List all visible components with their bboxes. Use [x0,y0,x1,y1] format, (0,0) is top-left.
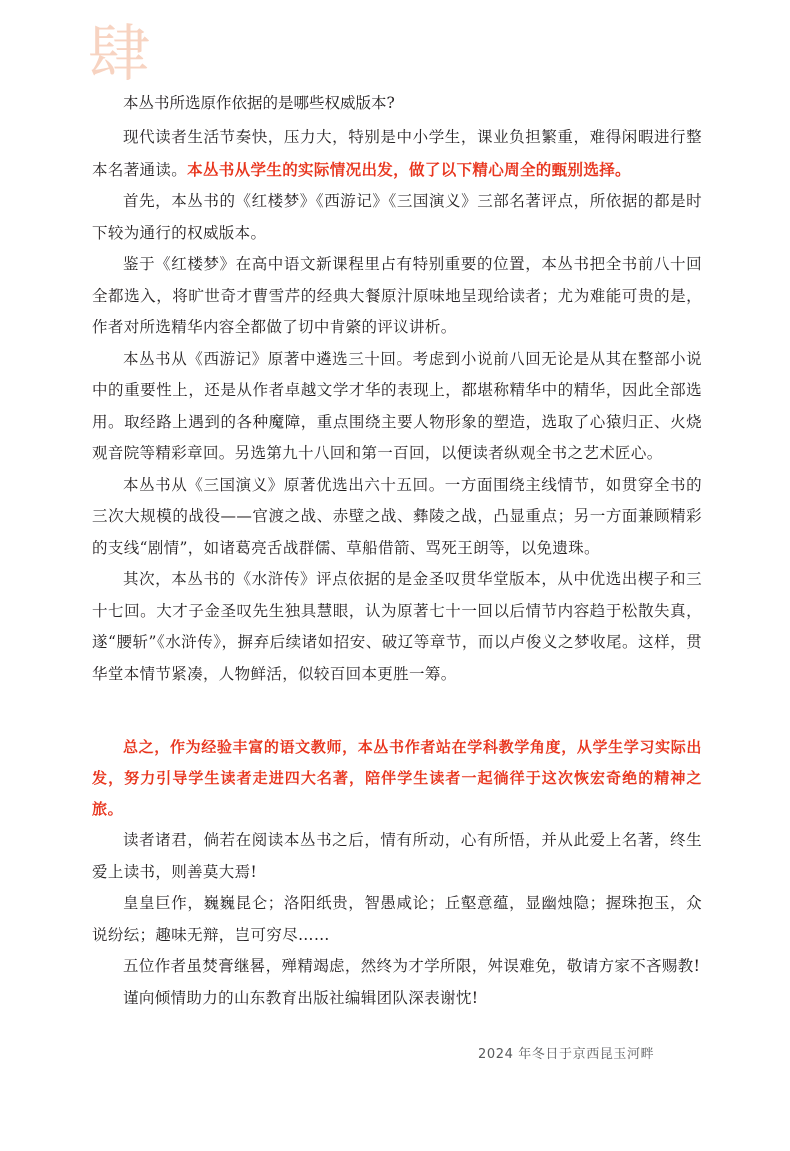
closing-paragraph: 皇皇巨作，巍巍昆仑；洛阳纸贵，智愚咸论；丘壑意蕴，显幽烛隐；握珠抱玉，众说纷纭；趣味无辩，岂可穷尽…… [92,894,702,944]
article-body [92,90,702,1014]
highlight-text: 本丛书从学生的实际情况出发，做了以下精心周全的甄别选择。 [187,159,631,179]
paragraph-hongloumeng [92,249,702,344]
signature: 2024 年冬日于京西昆玉河畔 [478,1047,655,1062]
section-heading: 本丛书所选原作依据的是哪些权威版本? [123,94,395,112]
spacer [92,690,702,732]
paragraph-sanguo [92,470,702,565]
paragraph-intro [92,122,702,186]
page-number: 肆 [88,17,151,90]
closing-paragraph: 五位作者虽焚膏继晷，殚精竭虑，然终为才学所限，舛误难免，敬请方家不吝赐教! [123,957,701,975]
paragraph-shuihu [92,564,702,690]
paragraph-text: 其次，本丛书的《水浒传》评点依据的是金圣叹贯华堂版本，从中优选出楔子和三十七回。大才子金圣叹先生独具慧眼，认为原著七十一回以后情节内容趋于松散失真，遂“腰斩”《水浒传》，摒弃后续诸如招安、破辽等章节，而以卢俊义之梦收尾。这样，贯华堂本情节紧凑，人物鲜活，似较百回本更胜一筹。 [92,570,702,683]
paragraph-first [92,186,702,249]
paragraph-text: 首先，本丛书的《红楼梦》《西游记》《三国演义》三部名著评点，所依据的都是时下较为通行的权威版本。 [92,192,702,242]
paragraph-text: 本丛书从《西游记》原著中遴选三十回。考虑到小说前八回无论是从其在整部小说中的重要性上，还是从作者卓越文学才华的表现上，都堪称精华中的精华，因此全部选用。取经路上遇到的各种魔障，重点围绕主要人物形象的塑造，选取了心猿归正、火烧观音院等精彩章回。另选第九十八回和第一百回，以便读者纵观全书之艺术匠心。 [92,349,702,462]
paragraph-text: 现代读者生活节奏快，压力大，特别是中小学生，课业负担繁重，难得闲暇进行整本名著通读。 [92,128,702,179]
paragraph-text: 本丛书从《三国演义》原著优选出六十五回。一方面围绕主线情节，如贯穿全书的三次大规模的战役——官渡之战、赤壁之战、彝陵之战，凸显重点；另一方面兼顾精彩的支线“剧情”，如诸葛亮舌战群儒、草船借箭、骂死王朗等，以免遗珠。 [92,475,702,557]
paragraph-text: 鉴于《红楼梦》在高中语文新课程里占有特别重要的位置，本丛书把全书前八十回全都选入，将旷世奇才曹雪芹的经典大餐原汁原味地呈现给读者；尤为难能可贵的是，作者对所选精华内容全都做了切中肯綮的评议讲析。 [92,255,702,336]
paragraph-xiyouji [92,344,702,470]
summary-paragraph: 总之，作为经验丰富的语文教师，本丛书作者站在学科教学角度，从学生学习实际出发，努力引导学生读者走进四大名著，陪伴学生读者一起徜徉于这次恢宏奇绝的精神之旅。 [92,738,702,818]
closing-paragraph: 谨向倾情助力的山东教育出版社编辑团队深表谢忱! [123,988,479,1007]
closing-paragraph: 读者诸君，倘若在阅读本丛书之后，情有所动，心有所悟，并从此爱上名著，终生爱上读书，则善莫大焉! [92,831,702,881]
